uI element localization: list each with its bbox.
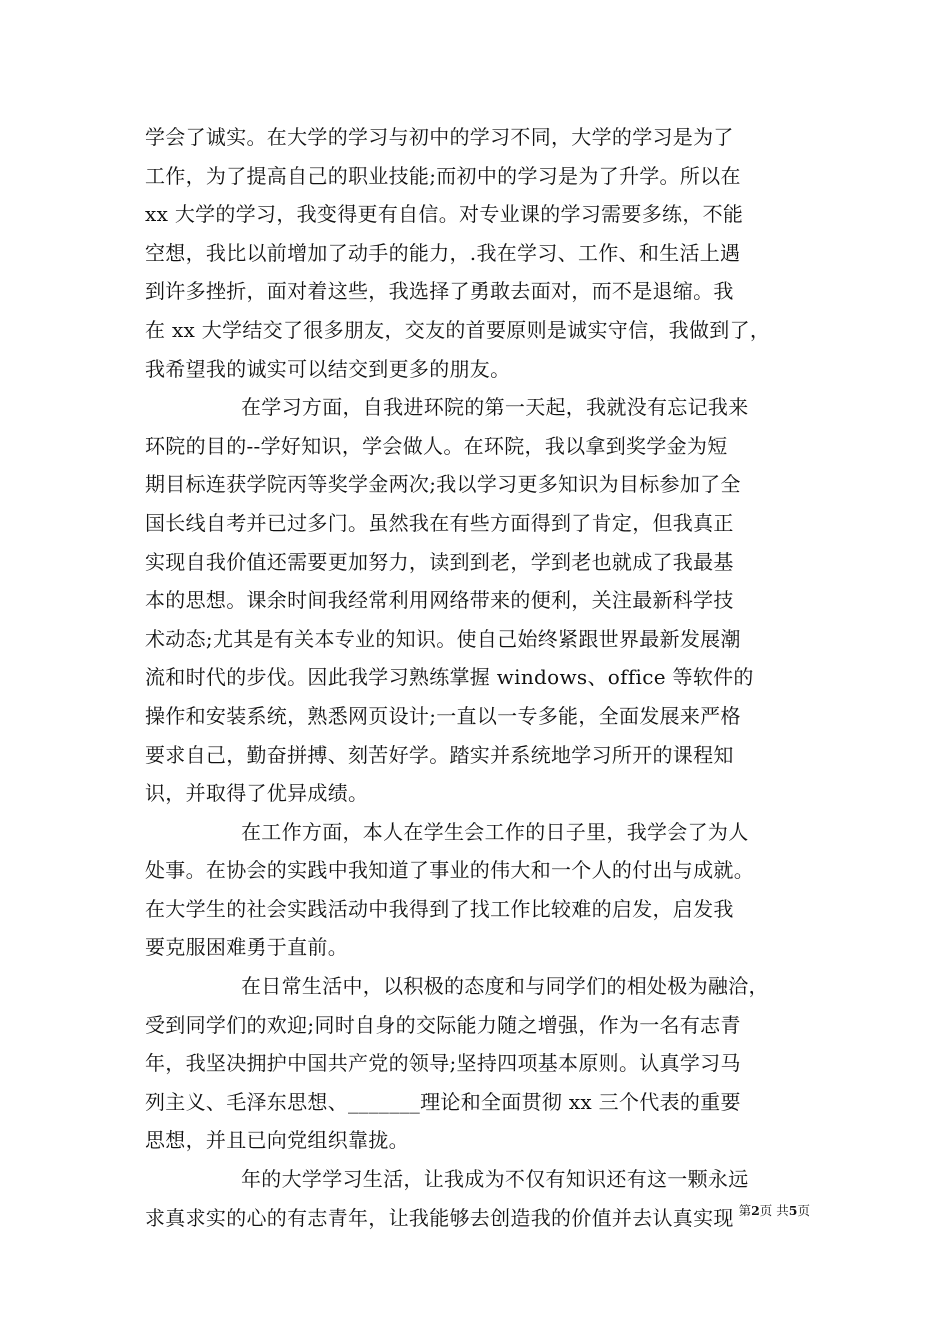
text-line: 在大学生的社会实践活动中我得到了找工作比较难的启发，启发我 — [145, 896, 734, 921]
text-line: 列主义、毛泽东思想、_______理论和全面贯彻 xx 三个代表的重要 — [145, 1089, 741, 1114]
paragraph-first-line: 年的大学学习生活，让我成为不仅有知识还有这一颗永远 — [241, 1167, 749, 1192]
text-line: 思想，并且已向党组织靠拢。 — [145, 1128, 409, 1153]
page-footer — [700, 1203, 810, 1219]
text-line: 受到同学们的欢迎;同时自身的交际能力随之增强，作为一名有志青 — [145, 1012, 741, 1037]
text-line: 到许多挫折，面对着这些，我选择了勇敢去面对，而不是退缩。我 — [145, 279, 734, 304]
text-line: 识，并取得了优异成绩。 — [145, 781, 369, 806]
text-line: 求真求实的心的有志青年，让我能够去创造我的价值并去认真实现 — [145, 1205, 734, 1230]
text-line: 学会了诚实。在大学的学习与初中的学习不同，大学的学习是为了 — [145, 125, 734, 149]
footer-suffix: 页 — [797, 1203, 810, 1218]
paragraph-first-line: 在日常生活中，以积极的态度和与同学们的相处极为融洽， — [241, 974, 769, 999]
text-line: 环院的目的--学好知识，学会做人。在环院，我以拿到奖学金为短 — [145, 433, 728, 458]
paragraph-first-line: 在工作方面，本人在学生会工作的日子里，我学会了为人 — [241, 819, 749, 844]
text-line: 实现自我价值还需要更加努力，读到到老，学到老也就成了我最基 — [145, 549, 734, 574]
text-line: 术动态;尤其是有关本专业的知识。使自己始终紧跟世界最新发展潮 — [145, 626, 741, 651]
text-line: xx 大学的学习，我变得更有自信。对专业课的学习需要多练，不能 — [145, 202, 744, 227]
text-line: 操作和安装系统，熟悉网页设计;一直以一专多能，全面发展来严格 — [145, 703, 741, 728]
paragraph-first-line: 在学习方面，自我进环院的第一天起，我就没有忘记我来 — [241, 395, 749, 420]
footer-prefix: 第 — [738, 1203, 752, 1218]
text-line: 流和时代的步伐。因此我学习熟练掌握 windows、office 等软件的 — [145, 665, 754, 690]
footer-middle: 页 共 — [759, 1203, 789, 1218]
text-line: 年，我坚决拥护中国共产党的领导;坚持四项基本原则。认真学习马 — [145, 1051, 741, 1076]
text-line: 期目标连获学院丙等奖学金两次;我以学习更多知识为目标参加了全 — [145, 472, 741, 497]
text-line: 本的思想。课余时间我经常利用网络带来的便利，关注最新科学技 — [145, 588, 734, 613]
text-line: 我希望我的诚实可以结交到更多的朋友。 — [145, 356, 511, 381]
current-page-number: 2 — [751, 1203, 760, 1218]
text-line: 要克服困难勇于直前。 — [145, 935, 348, 960]
text-line: 空想，我比以前增加了动手的能力，.我在学习、工作、和生活上遇 — [145, 240, 741, 265]
text-line: 国长线自考并已过多门。虽然我在有些方面得到了肯定，但我真正 — [145, 510, 734, 535]
text-line: 要求自己，勤奋拼搏、刻苦好学。踏实并系统地学习所开的课程知 — [145, 742, 734, 767]
total-pages-number: 5 — [788, 1203, 798, 1218]
text-line: 工作，为了提高自己的职业技能;而初中的学习是为了升学。所以在 — [145, 163, 741, 188]
text-line: 处事。在协会的实践中我知道了事业的伟大和一个人的付出与成就。 — [145, 858, 754, 883]
text-line: 在 xx 大学结交了很多朋友，交友的首要原则是诚实守信，我做到了， — [145, 317, 771, 342]
document-body — [145, 118, 810, 1237]
